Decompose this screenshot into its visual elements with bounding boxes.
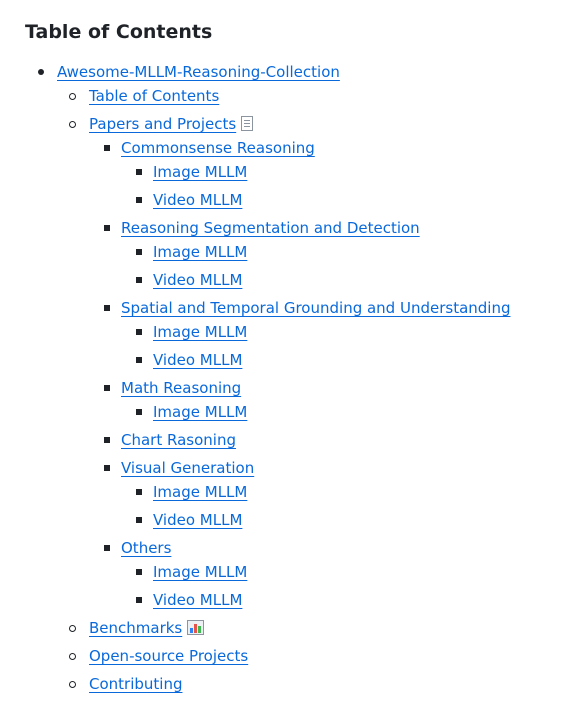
leaf-list: [25, 160, 568, 212]
list-item: [25, 644, 568, 668]
list-item: [25, 428, 568, 452]
square-bullet: [136, 249, 142, 255]
section-list: [25, 84, 568, 696]
link-video-mllm[interactable]: Video MLLM: [153, 351, 243, 369]
square-bullet: [104, 465, 110, 471]
circle-bullet: [69, 625, 76, 632]
link-others[interactable]: Others: [121, 539, 172, 557]
circle-bullet: [69, 121, 76, 128]
square-bullet: [136, 197, 142, 203]
square-bullet: [104, 545, 110, 551]
list-item: [25, 480, 568, 504]
link-video-mllm[interactable]: Video MLLM: [153, 511, 243, 529]
square-bullet: [136, 569, 142, 575]
link-math-reasoning[interactable]: Math Reasoning: [121, 379, 242, 397]
link-video-mllm[interactable]: Video MLLM: [153, 591, 243, 609]
link-visual-generation[interactable]: Visual Generation: [121, 459, 255, 477]
leaf-list: [25, 320, 568, 372]
link-image-mllm[interactable]: Image MLLM: [153, 323, 248, 341]
square-bullet: [136, 489, 142, 495]
leaf-list: [25, 400, 568, 424]
list-item: [25, 588, 568, 612]
list-item: [25, 456, 568, 532]
link-chart-rasoning[interactable]: Chart Rasoning: [121, 431, 236, 449]
square-bullet: [104, 385, 110, 391]
list-item: [25, 136, 568, 212]
circle-bullet: [69, 681, 76, 688]
circle-bullet: [69, 653, 76, 660]
list-item: [25, 84, 568, 108]
list-item: [25, 508, 568, 532]
list-item: [25, 188, 568, 212]
link-reasoning-segmentation[interactable]: Reasoning Segmentation and Detection: [121, 219, 420, 237]
list-item: [25, 320, 568, 344]
leaf-list: [25, 480, 568, 532]
square-bullet: [136, 329, 142, 335]
leaf-list: [25, 240, 568, 292]
link-image-mllm[interactable]: Image MLLM: [153, 403, 248, 421]
link-contributing[interactable]: Contributing: [89, 675, 183, 693]
link-root[interactable]: Awesome-MLLM-Reasoning-Collection: [57, 63, 340, 81]
square-bullet: [136, 277, 142, 283]
subsection-list: [25, 136, 568, 612]
page-facing-up-icon: [241, 116, 253, 131]
list-item: [25, 616, 568, 640]
list-item: [25, 672, 568, 696]
list-item: [25, 376, 568, 424]
link-spatial-temporal-grounding[interactable]: Spatial and Temporal Grounding and Understanding: [121, 299, 511, 317]
list-item: [25, 216, 568, 292]
list-item: [25, 240, 568, 264]
square-bullet: [136, 357, 142, 363]
link-image-mllm[interactable]: Image MLLM: [153, 243, 248, 261]
list-item: [25, 560, 568, 584]
toc-list: [25, 60, 568, 696]
list-item: [25, 348, 568, 372]
list-item: [25, 268, 568, 292]
square-bullet: [136, 597, 142, 603]
list-item: [25, 296, 568, 372]
list-item: [25, 536, 568, 612]
square-bullet: [104, 437, 110, 443]
link-commonsense-reasoning[interactable]: Commonsense Reasoning: [121, 139, 315, 157]
list-item: [25, 112, 568, 612]
link-table-of-contents[interactable]: Table of Contents: [89, 87, 220, 105]
disc-bullet: [38, 69, 44, 75]
square-bullet: [104, 145, 110, 151]
link-papers-and-projects[interactable]: Papers and Projects: [89, 115, 237, 133]
square-bullet: [136, 517, 142, 523]
link-open-source-projects[interactable]: Open-source Projects: [89, 647, 249, 665]
leaf-list: [25, 560, 568, 612]
page-heading: Table of Contents: [25, 21, 213, 43]
list-item: [25, 400, 568, 424]
link-image-mllm[interactable]: Image MLLM: [153, 163, 248, 181]
square-bullet: [136, 409, 142, 415]
link-benchmarks[interactable]: Benchmarks: [89, 619, 183, 637]
link-image-mllm[interactable]: Image MLLM: [153, 563, 248, 581]
bar-chart-icon: [187, 620, 204, 635]
list-item: [25, 160, 568, 184]
square-bullet: [104, 225, 110, 231]
link-video-mllm[interactable]: Video MLLM: [153, 271, 243, 289]
square-bullet: [104, 305, 110, 311]
list-item: [25, 60, 568, 696]
link-image-mllm[interactable]: Image MLLM: [153, 483, 248, 501]
square-bullet: [136, 169, 142, 175]
link-video-mllm[interactable]: Video MLLM: [153, 191, 243, 209]
circle-bullet: [69, 93, 76, 100]
